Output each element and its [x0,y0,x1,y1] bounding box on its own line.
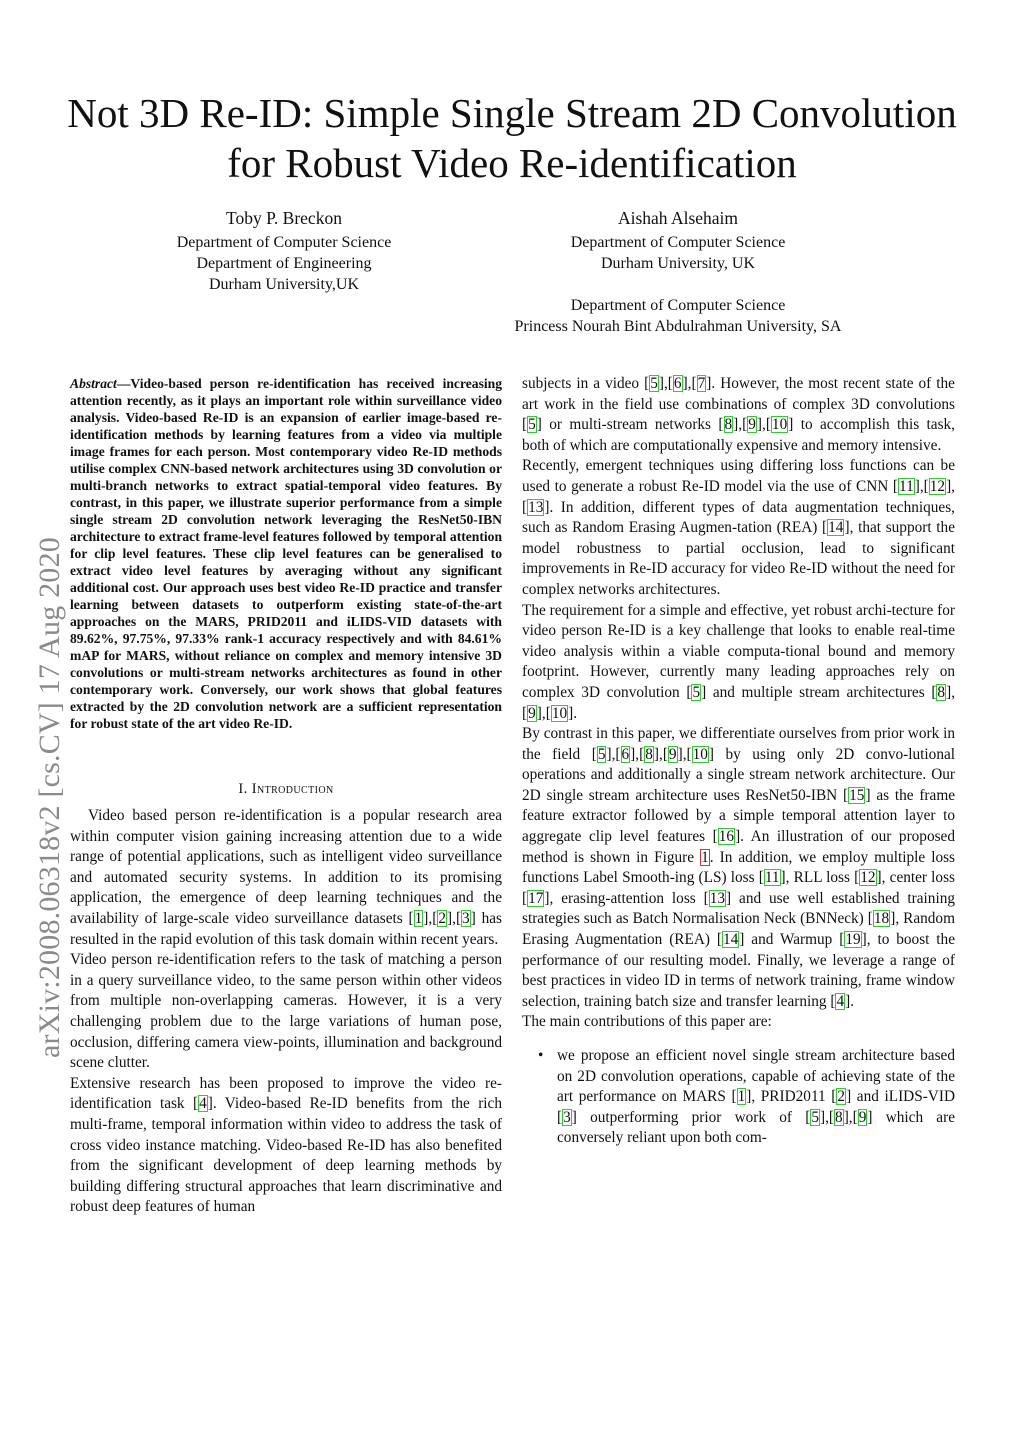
citation-link[interactable]: 8 [937,683,946,701]
citation-link[interactable]: 10 [771,416,788,434]
citation-link[interactable]: 16 [718,828,735,846]
paragraph: The main contributions of this paper are: [522,1013,772,1031]
author-affiliation-line: Department of Computer Science [570,297,786,314]
citation-link[interactable]: 7 [697,375,706,392]
author-affiliation-line: Department of Computer Science [570,234,786,251]
citation-link[interactable]: 8 [645,745,653,763]
abstract-text: —Video-based person re-identification has received increasing attention recently, as it plays an important role within surveillance video analysis. Video-based Re-ID is an expansion of earlier image-based re-identification methods by learning features from a video via multiple image frames for each person. Most contemporary video Re-ID methods utilise complex CNN-based network architectures using 3D convolution or multi-branch networks to extract spatial-temporal video features. By contrast, in this paper, we illustrate superior performance from a simple single stream 2D convolution network leveraging the ResNet50-IBN architecture to extract frame-level features followed by temporal attention for clip level features. These clip level features can be generalised to extract video level features by averaging without any significant additional cost. Our approach uses best video Re-ID practice and transfer learning between datasets to outperform existing state-of-the-art approaches on the MARS, PRID2011 and iLIDS-VID datasets with 89.62%, 97.75%, 97.33% rank-1 accuracy respectively and with 84.61% mAP for MARS, without reliance on complex and memory intensive 3D convolutions or multi-stream networks architectures as found in other contemporary work. Conversely, our work shows that global features extracted by the 2D convolution network are a sufficient representation for robust state of the art video Re-ID. [70,376,502,731]
citation-link[interactable]: 13 [528,498,544,516]
citation-link[interactable]: 14 [828,519,844,537]
citation-link[interactable]: 5 [650,375,658,392]
paragraph: The requirement for a simple and effective, yet robust archi-tecture for video person Re-ID is a key challenge that looks to enable real-time video analysis within a viable computa-tional bound and memory footprint. However, currently many leading approaches rely on complex 3D convolution [5] and multiple stream architectures [8],[9],[10]. [522,601,956,722]
left-column-body [70,806,502,1218]
citation-link[interactable]: 4 [199,1095,207,1113]
citation-link[interactable]: 6 [673,375,682,392]
citation-link[interactable]: 2 [438,909,446,927]
citation-link[interactable]: 17 [528,889,544,907]
author-affiliation-line: Durham University, UK [600,255,756,272]
author-name: Aishah Alsehaim [617,208,739,228]
citation-link[interactable]: 4 [836,992,845,1010]
figure-link[interactable]: 1 [701,848,709,866]
paper-title: Not 3D Re-ID: Simple Single Stream 2D Convolution for Robust Video Re-identification [67,90,957,186]
citation-link[interactable]: 1 [737,1088,746,1106]
section-heading-introduction: I. Introduction [238,781,334,797]
paragraph: Extensive research has been proposed to improve the video re-identification task [4]. Video-based Re-ID benefits from the rich multi-frame, temporal information within video to address the task of cross video instance matching. Video-based Re-ID has also benefited from the significant development of deep learning methods by building differing structural approaches that learn discriminative and robust deep features of human [70,1074,502,1216]
citation-link[interactable]: 3 [563,1108,571,1126]
citation-link[interactable]: 12 [929,477,946,495]
citation-link[interactable]: 11 [898,477,914,495]
citation-link[interactable]: 18 [873,910,890,928]
contribution-item [522,1046,955,1149]
arxiv-sidebar [0,0,66,1448]
citation-link[interactable]: 9 [858,1108,867,1126]
citation-link[interactable]: 13 [709,889,726,907]
citation-link[interactable]: 6 [621,745,630,763]
author-affiliation-line: Durham University,UK [208,276,360,293]
citation-link[interactable]: 5 [528,416,536,434]
citation-link[interactable]: 3 [462,909,470,927]
citation-link[interactable]: 1 [414,909,423,927]
abstract-label: Abstract [70,376,117,391]
citation-link[interactable]: 5 [811,1108,819,1126]
citation-link[interactable]: 15 [849,786,865,804]
abstract [70,375,502,732]
paragraph: By contrast in this paper, we differentiate ourselves from prior work in the field [5],[6],[8],[9],[10] by using only 2D convo-lutional operations and additionally a single stream network architecture. Our 2D single stream architecture uses ResNet50-IBN [15] as the frame feature extractor followed by a simple temporal attention layer to aggregate clip level features [16]. An illustration of our proposed method is shown in Figure 1. In addition, we employ multiple loss functions Label Smooth-ing (LS) loss [11], RLL loss [12], center loss [17], erasing-attention loss [13] and use well established training strategies such as Batch Normalisation Neck (BNNeck) [18], Random Erasing Augmentation (REA) [14] and Warmup [19], to boost the performance of our resulting model. Finally, we leverage a range of best practices in video ID in terms of network training, frame window selection, training batch size and transfer learning [4]. [522,725,956,1010]
citation-link[interactable]: 19 [845,931,861,949]
citation-link[interactable]: 10 [692,745,708,763]
citation-link[interactable]: 9 [528,704,536,722]
citation-link[interactable]: 9 [668,745,677,763]
citation-link[interactable]: 8 [835,1108,843,1126]
citation-link[interactable]: 9 [748,416,756,434]
right-column-body [522,374,955,1149]
citation-link[interactable]: 10 [551,704,568,722]
citation-link[interactable]: 2 [837,1088,846,1106]
citation-link[interactable]: 11 [764,869,780,887]
citation-link[interactable]: 5 [597,745,606,763]
arxiv-identifier: arXiv:2008.06318v2 [cs.CV] 17 Aug 2020 [33,537,66,1058]
section-title: Introduction [251,781,334,797]
author-affiliation-line: Department of Computer Science [176,234,392,251]
author-block-1 [134,206,434,295]
paragraph: Video person re-identification refers to the task of matching a person in a query surveillance video, to the same person within other videos from multiple non-overlapping cameras. However, it is a very challenging problem due to the large variations of human pose, occlusion, differing camera view-points, illumination and background scene clutter. [70,951,502,1072]
paragraph: Video based person re-identification is a popular research area within computer vision gaining increasing attention due to a wide range of potential applications, such as intelligent video surveillance and automated security systems. In addition to its promising application, the emergence of deep learning techniques and the availability of large-scale video surveillance datasets [1],[2],[3] has resulted in the rapid evolution of this task domain within recent years. [70,807,502,948]
paragraph: subjects in a video [5],[6],[7]. However, the most recent state of the art work in the field use combinations of complex 3D convolutions [5] or multi-stream networks [8],[9],[10] to accomplish this task, both of which are computationally expensive and memory intensive. [522,375,955,454]
paragraph: Recently, emergent techniques using differing loss functions can be used to generate a robust Re-ID model via the use of CNN [11],[12],[13]. In addition, different types of data augmentation techniques, such as Random Erasing Augmen-tation (REA) [14], that support the model robustness to partial occlusion, lead to significant improvements in Re-ID accuracy for video Re-ID without the need for complex networks architectures. [522,457,955,598]
author-affiliation-line: Department of Engineering [196,255,372,272]
author-block-2 [470,206,886,337]
citation-link[interactable]: 14 [723,931,739,949]
contribution-text: we propose an efficient novel single stream architecture based on 2D convolution operations, capable of achieving state of the art performance on MARS [1], PRID2011 [2] and iLIDS-VID [3] outperforming prior work of [5],[8],[9] which are conversely reliant upon both com- [557,1047,955,1147]
citation-link[interactable]: 8 [724,416,733,434]
citation-link[interactable]: 12 [860,869,876,887]
author-name: Toby P. Breckon [226,208,342,228]
author-affiliation-line: Princess Nourah Bint Abdulrahman University, SA [514,318,842,335]
bullet-icon: • [538,1047,544,1064]
citation-link[interactable]: 5 [692,683,701,701]
